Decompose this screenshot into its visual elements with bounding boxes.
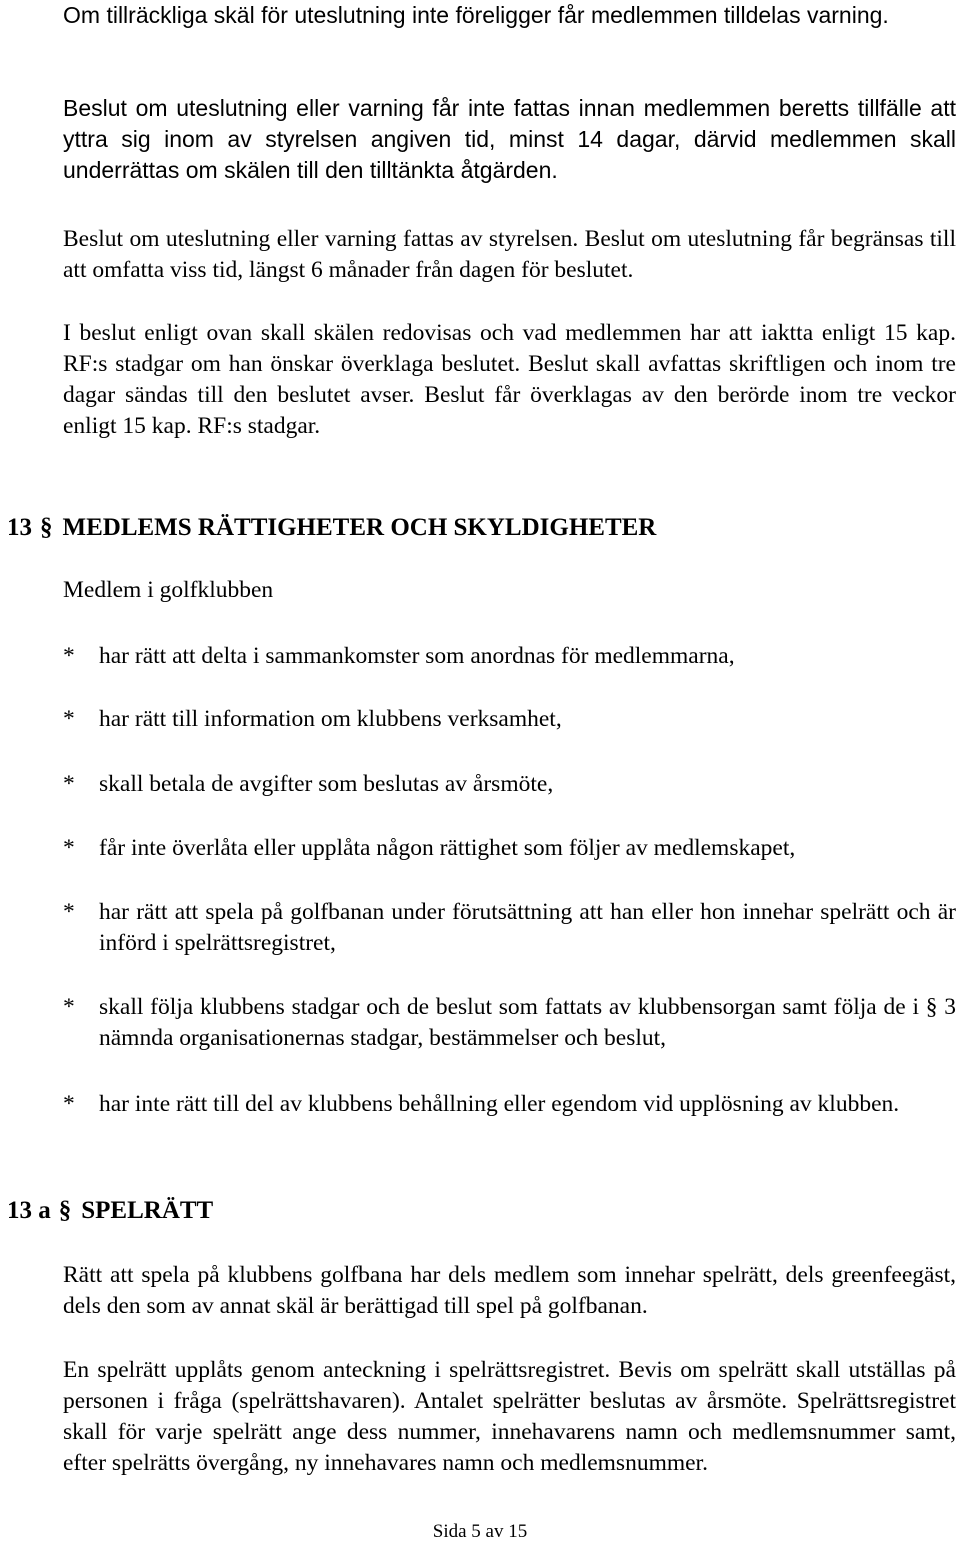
bullet-marker: * xyxy=(63,771,75,797)
bullet-marker: * xyxy=(63,899,75,925)
list-item-text: skall betala de avgifter som beslutas av årsmöte, xyxy=(99,771,554,797)
paragraph-spelratt-registret: En spelrätt upplåts genom anteckning i spelrättsregistret. Bevis om spelrätt skall utställas på personen i fråga (spelrättshavaren). Antalet spelrätter beslutas av årsmöte. Spelrättsregistret skall för varje spelrätt ange dess nummer, innehavarens namn och medlemsnummer samt, efter spelrätts övergång, ny innehavares namn och medlemsnummer. xyxy=(63,1357,956,1476)
list-item-text: har rätt att spela på golfbanan under förutsättning att han eller hon innehar spelrätt och är införd i spelrättsregistret, xyxy=(99,899,956,956)
list-item-text: har rätt till information om klubbens verksamhet, xyxy=(99,706,562,732)
list-item-text: skall följa klubbens stadgar och de beslut som fattats av klubbensorgan samt följa de i § 3 nämnda organisationernas stadgar, bestämmelser och beslut, xyxy=(99,994,956,1051)
list-item-text: har rätt att delta i sammankomster som anordnas för medlemmarna, xyxy=(99,643,735,669)
paragraph-spelratt-rattighet: Rätt att spela på klubbens golfbana har dels medlem som innehar spelrätt, dels greenfeegäst, dels den som av annat skäl är berättigad till spel på golfbanan. xyxy=(63,1262,956,1319)
bullet-marker: * xyxy=(63,706,75,732)
paragraph-beslut-skal: I beslut enligt ovan skall skälen redovisas och vad medlemmen har att iaktta enligt 15 kap. RF:s stadgar om han önskar överklaga beslutet. Beslut skall avfattas skriftligen och inom tre dagar sändas till den beslutet avser. Beslut får överklagas av den berörde inom tre veckor enligt 15 kap. RF:s stadgar. xyxy=(63,320,956,439)
list-item xyxy=(63,1089,956,1120)
section-13-intro: Medlem i golfklubben xyxy=(63,577,274,603)
list-item xyxy=(63,833,956,864)
bullet-marker: * xyxy=(63,994,75,1020)
bullet-marker: * xyxy=(63,1091,75,1117)
section-symbol: § xyxy=(40,514,53,541)
list-item xyxy=(63,992,956,1054)
paragraph-beslut-yttra: Beslut om uteslutning eller varning får inte fattas innan medlemmen beretts tillfälle att yttra sig inom av styrelsen angiven tid, minst 14 dagar, därvid medlemmen skall underrättas om skälen till den tilltänkta åtgärden. xyxy=(63,95,956,183)
bullet-marker: * xyxy=(63,643,75,669)
page-number: Sida 5 av 15 xyxy=(432,1521,528,1542)
list-item-text: får inte överlåta eller upplåta någon rättighet som följer av medlemskapet, xyxy=(99,835,796,861)
paragraph-beslut-styrelsen: Beslut om uteslutning eller varning fattas av styrelsen. Beslut om uteslutning får begränsas till att omfatta viss tid, längst 6 månader från dagen för beslutet. xyxy=(63,226,956,283)
paragraph-varning: Om tillräckliga skäl för uteslutning inte föreligger får medlemmen tilldelas varning. xyxy=(63,2,889,28)
list-item-text: har inte rätt till del av klubbens behållning eller egendom vid upplösning av klubben. xyxy=(99,1091,900,1117)
list-item xyxy=(63,641,956,672)
section-number: 13 a xyxy=(7,1197,51,1224)
section-symbol: § xyxy=(58,1197,72,1224)
section-13a-heading xyxy=(7,1195,213,1227)
section-title: MEDLEMS RÄTTIGHETER OCH SKYLDIGHETER xyxy=(62,514,657,541)
list-item xyxy=(63,897,956,959)
bullet-marker: * xyxy=(63,835,75,861)
section-number: 13 xyxy=(7,514,32,541)
section-13-heading xyxy=(7,512,656,544)
list-item xyxy=(63,704,956,735)
list-item xyxy=(63,769,956,800)
section-title: SPELRÄTT xyxy=(81,1197,214,1224)
